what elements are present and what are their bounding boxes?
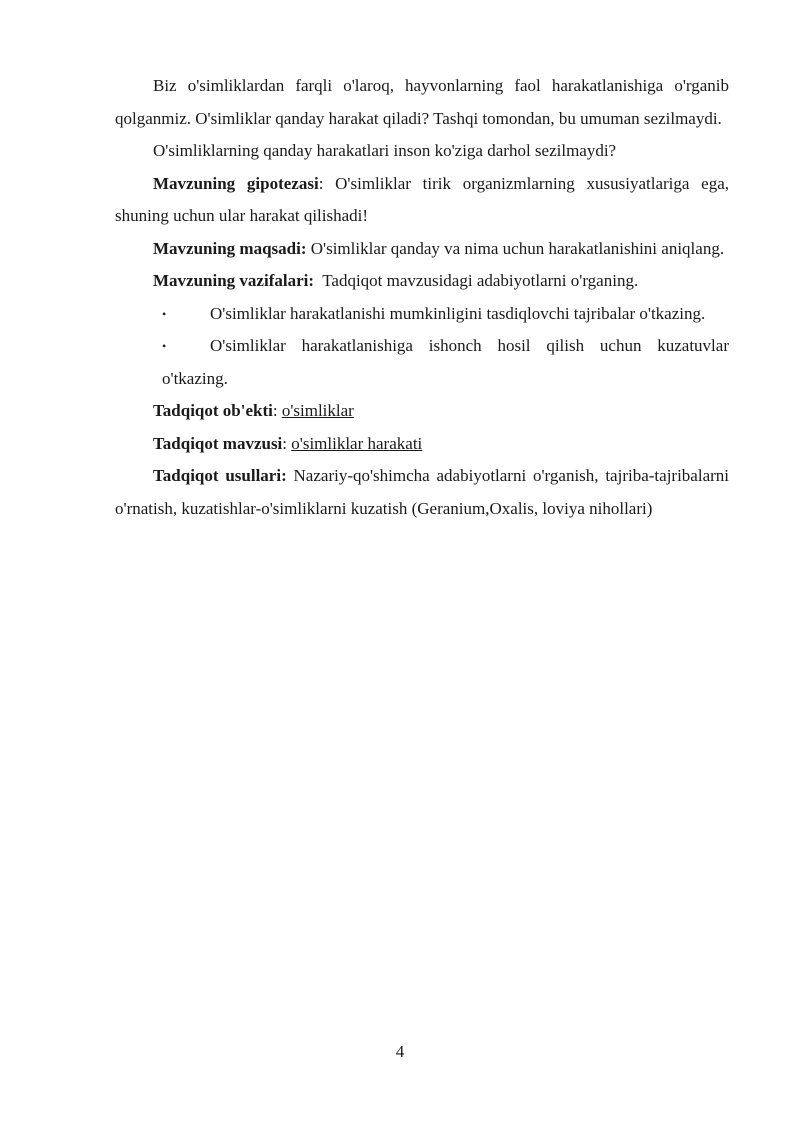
bullet-text: O'simliklar harakatlanishiga ishonch hosil qilish uchun kuzatuvlar o'tkazing.: [162, 336, 729, 388]
methods-label: Tadqiqot usullari:: [153, 466, 287, 485]
task-bullet-item: [162, 330, 729, 395]
subject-paragraph: [115, 428, 729, 461]
hypothesis-label: Mavzuning gipotezasi: [153, 173, 319, 193]
object-value: o'simliklar: [281, 401, 354, 420]
subject-separator: :: [282, 433, 292, 453]
question-paragraph: [115, 135, 729, 168]
bullet-text: O'simliklar harakatlanishi mumkinligini tasdiqlovchi tajribalar o'tkazing.: [210, 303, 706, 323]
question-text: O'simliklarning qanday harakatlari inson ko'ziga darhol sezilmaydi?: [153, 141, 617, 160]
page-number: 4: [395, 1042, 405, 1061]
goal-label: Mavzuning maqsadi:: [153, 238, 307, 258]
object-paragraph: [115, 395, 729, 428]
task-bullet-item: [162, 298, 729, 331]
tasks-paragraph: [115, 265, 729, 298]
methods-paragraph: [115, 460, 729, 525]
object-separator: :: [272, 401, 282, 420]
subject-label: Tadqiqot mavzusi: [153, 433, 283, 453]
bullet-icon: •: [162, 306, 167, 321]
hypothesis-paragraph: [115, 168, 729, 233]
tasks-label: Mavzuning vazifalari:: [153, 271, 315, 290]
hypothesis-text: : O'simliklar tirik organizmlarning xususiyatlariga ega, shuning uchun ular harakat qilishadi!: [115, 173, 729, 225]
goal-paragraph: [115, 233, 729, 266]
subject-value: o'simliklar harakati: [291, 433, 423, 453]
document-page: [115, 70, 729, 525]
methods-text: Nazariy-qo'shimcha adabiyotlarni o'rganish, tajriba-tajribalarni o'rnatish, kuzatishlar-o'simliklarni kuzatish (Geranium,Oxalis, loviya nihollari): [115, 466, 729, 518]
bullet-icon: •: [162, 339, 167, 353]
intro-paragraph: [115, 70, 729, 135]
goal-text: O'simliklar qanday va nima uchun harakatlanishini aniqlang.: [306, 238, 725, 258]
object-label: Tadqiqot ob'ekti: [153, 401, 273, 420]
tasks-text: Tadqiqot mavzusidagi adabiyotlarni o'rganing.: [314, 271, 639, 290]
intro-text: Biz o'simliklardan farqli o'laroq, hayvonlarning faol harakatlanishiga o'rganib qolganmiz. O'simliklar qanday harakat qiladi? Tashqi tomondan, bu umuman sezilmaydi.: [115, 76, 729, 128]
